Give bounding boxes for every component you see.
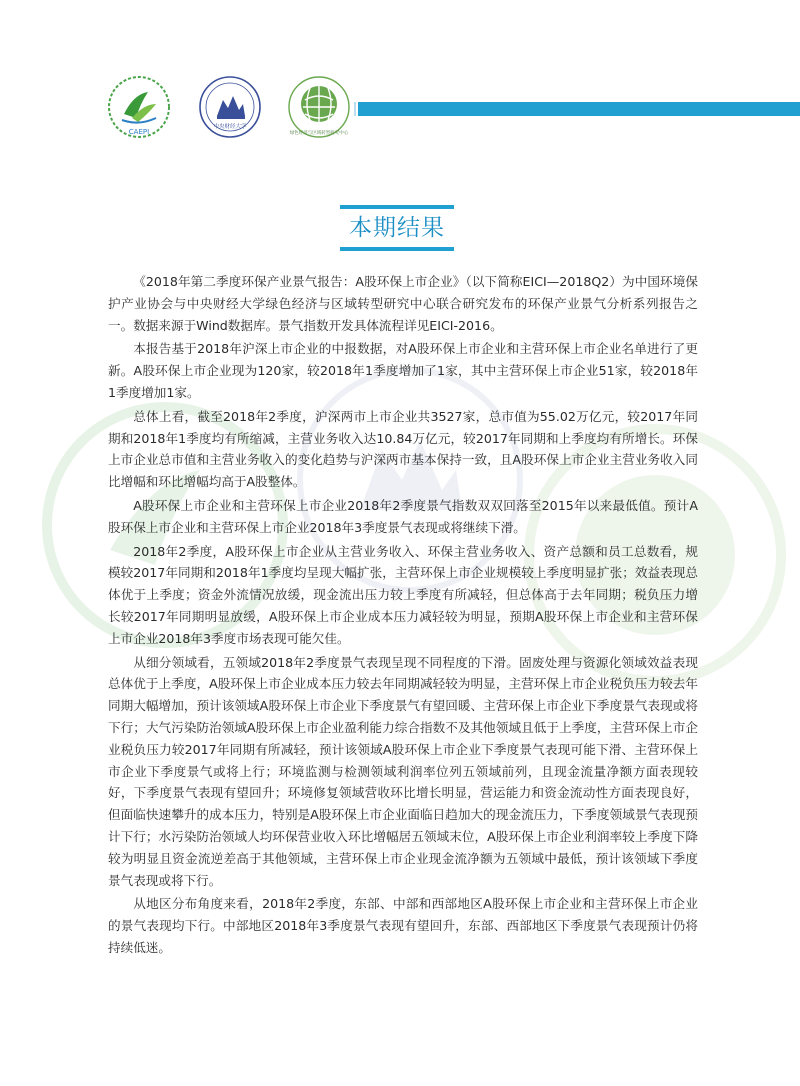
green-economy-logo <box>286 74 352 140</box>
cufe-logo <box>197 74 263 140</box>
body-text <box>108 271 698 961</box>
title-bottom-rule <box>340 247 454 251</box>
header-accent-bar <box>358 102 800 116</box>
title-top-rule <box>340 205 454 209</box>
paragraph-q2-performance: 2018年2季度，A股环保上市企业从主营业务收入、环保主营业务收入、资产总额和员工总数看，规模较2017年同期和2018年1季度均呈现大幅扩张，主营环保上市企业规模较上季度明显扩张；效益表现总体优于上季度；资金外流情况放缓，现金流出压力较上季度有所减轻，但总体高于去年同期；税负压力增长较2017年同期明显放缓，A股环保上市企业成本压力减轻较为明显，预期A股环保上市企业和主营环保上市企业2018年3季度市场表现可能欠佳。 <box>108 543 698 646</box>
paragraph-sectors: 从细分领域看，五领域2018年2季度景气表现呈现不同程度的下滑。固废处理与资源化领域效益表现总体优于上季度，A股环保上市企业成本压力较去年同期减轻较为明显，主营环保上市企业税负压力较去年同期大幅增加，预计该领域A股环保上市企业下季度景气有望回暖、主营环保上市企业下季度景气表现或将下行；大气污染防治领域A股环保上市企业盈利能力综合指数不及其他领域且低于上季度，主营环保上市企业税负压力较2017年同期有所减轻，预计该领域A股环保上市企业下季度景气表现可能下滑、主营环保上市企业下季度景气或将上行；环境监测与检测领域利润率位列五领域前列，且现金流量净额方面表现较好，下季度景气表现有望回升；环境修复领域营收环比增长明显，营运能力和资金流动性方面表现良好，但面临快速攀升的成本压力，特别是A股环保上市企业面临日趋加大的现金流压力，下季度领域景气表现预计下行；水污染防治领域人均环保营业收入环比增幅居五领域末位，A股环保上市企业利润率较上季度下降较为明显且资金流逆差高于其他领域，主营环保上市企业现金流净额为五领域中最低，预计该领域下季度景气表现或将下行。 <box>108 654 698 888</box>
caepi-logo <box>106 74 172 140</box>
section-title-box <box>340 205 454 251</box>
svg-text:CAEPI: CAEPI <box>128 128 150 136</box>
paragraph-index: A股环保上市企业和主营环保上市企业2018年2季度景气指数双双回落至2015年以来最低值。预计A股环保上市企业和主营环保上市企业2018年3季度景气表现或将继续下滑。 <box>108 497 698 535</box>
paragraph-regions: 从地区分布角度来看，2018年2季度，东部、中部和西部地区A股环保上市企业和主营环保上市企业的景气表现均下行。中部地区2018年3季度景气表现有望回升，东部、西部地区下季度景气表现预计仍将持续低迷。 <box>108 896 698 955</box>
svg-text:中央财经大学: 中央财经大学 <box>213 124 247 130</box>
header-accent-divider <box>354 102 356 116</box>
paragraph-intro: 《2018年第二季度环保产业景气报告：A股环保上市企业》（以下简称EICI—2018Q2）为中国环境保护产业协会与中央财经大学绿色经济与区域转型研究中心联合研究发布的环保产业景气分析系列报告之一。数据来源于Wind数据库。景气指数开发具体流程详见EICI-2016。 <box>108 274 698 333</box>
page-header <box>0 0 800 160</box>
paragraph-overall: 总体上看，截至2018年2季度，沪深两市上市企业共3527家，总市值为55.02万亿元，较2017年同期和2018年1季度均有所缩减，主营业务收入达10.84万亿元，较2017年同期和上季度均有所增长。环保上市企业总市值和主营业务收入的变化趋势与沪深两市基本保持一致，且A股环保上市企业主营业务收入同比增幅和环比增幅均高于A股整体。 <box>108 408 698 490</box>
section-title: 本期结果 <box>349 215 445 241</box>
paragraph-sample: 本报告基于2018年沪深上市企业的中报数据，对A股环保上市企业和主营环保上市企业名单进行了更新。A股环保上市企业现为120家，较2018年1季度增加了1家，其中主营环保上市企业51家，较2018年1季度增加1家。 <box>108 341 698 400</box>
svg-text:绿色经济与区域转型研究中心: 绿色经济与区域转型研究中心 <box>289 131 349 136</box>
